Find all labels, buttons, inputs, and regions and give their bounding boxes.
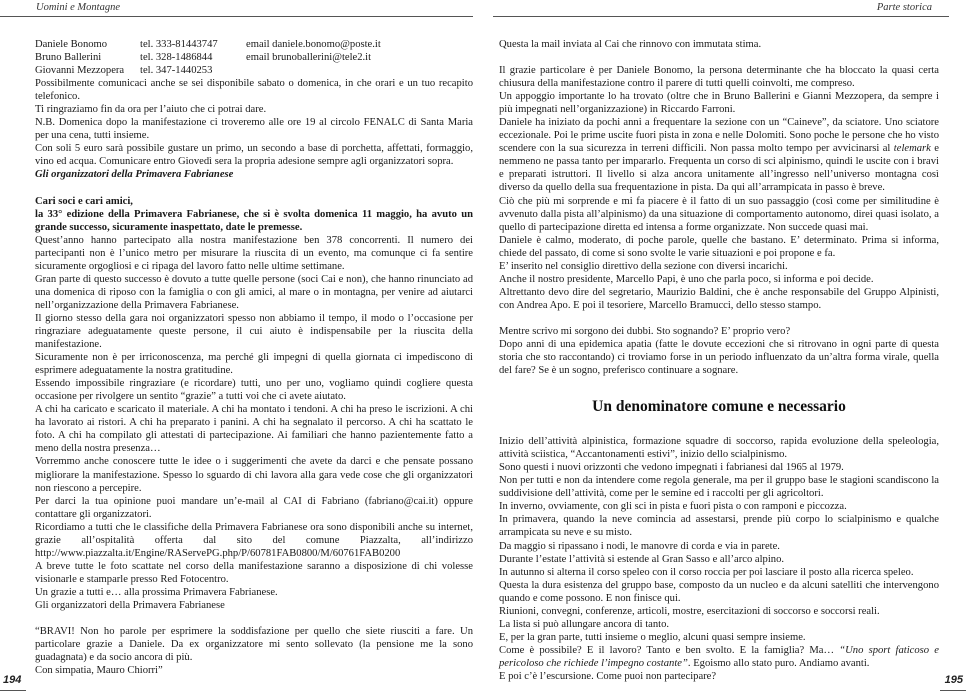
quote-signature: Con simpatia, Mauro Chiorri” (35, 665, 163, 677)
paragraph: Inizio dell’attività alpinistica, formazione squadre di soccorso, rapida evoluzione della speleologia, attività sciistica, “Accantonamenti estivi”, inizio dello scialpinismo. (499, 436, 939, 461)
paragraph: Questa la dura esistenza del gruppo base, composto da un nucleo e da alcuni satelliti che intervengono quando e come possono. E non finisce qui. (499, 579, 939, 604)
left-page-body (35, 38, 473, 677)
spacer (35, 182, 473, 195)
header-rule (0, 16, 473, 17)
running-head-left: Uomini e Montagne (36, 2, 120, 13)
paragraph: Con soli 5 euro sarà possibile gustare un primo, un secondo a base di porchetta, affettati, formaggio, vino ed acqua. Comunicare entro Giovedì sera la propria adesione sempre agli organizzatori sopra. (35, 143, 473, 168)
spacer (499, 312, 939, 325)
paragraph: La lista si può allungare ancora di tanto. (499, 618, 670, 630)
spacer (35, 612, 473, 625)
paragraph: Daniele è calmo, moderato, di poche parole, quelle che bastano. E’ determinato. Prima si informa, chiede del passato, di come si sono svolte le varie situazioni e poi propone e fa. (499, 234, 939, 259)
paragraph: Anche il nostro presidente, Marcello Papi, è uno che parla poco, si informa e poi decide. (499, 273, 874, 285)
page-number-right: 195 (944, 674, 963, 686)
right-page (483, 0, 966, 699)
paragraph: In autunno si alterna il corso speleo con il corso roccia per poi lasciare il posto alla ricerca speleo. (499, 566, 914, 578)
contact-email: email daniele.bonomo@poste.it (246, 39, 381, 50)
text-run: e nemmeno ne passa tanto per impararlo. Frequenta un corso di sci alpinismo, quindi le uscite con i bravi e preparati istruttori. Il livello si alza ancora unitamente all’ingresso nell’universo montagna così diverso da quello della sua frequentazione in pista. Da qui all’arrampicata in passo è breve. (499, 143, 939, 194)
quote-paragraph: “BRAVI! Non ho parole per esprimere la soddisfazione per quello che siete riusciti a fare. Un particolare grazie a Daniele. Da ex organizzatore mi sento sollevato (la pensione me la sono guadagnata) e da socio ancora di più. (35, 626, 473, 664)
running-head-right: Parte storica (876, 2, 932, 13)
paragraph: In primavera, quando la neve comincia ad assestarsi, prende più corpo lo scialpinismo e qualche arrampicata su neve e su misto. (499, 514, 939, 539)
text-run: . Egoismo allo stato puro. Andiamo avanti. (687, 657, 870, 669)
contact-name: Giovanni Mezzopera (35, 65, 125, 77)
paragraph: E poi c’è l’escursione. Come puoi non partecipare? (499, 670, 717, 682)
paragraph: Sicuramente non è per irriconoscenza, ma perché gli impegni di quella giornata ci impediscono di esprimere adeguatamente la nostra gratitudine. (35, 352, 473, 377)
paragraph: Vorremmo anche conoscere tutte le idee o i suggerimenti che avete da darci e che pensate possano migliorare la manifestazione. Spesso lo sguardo di chi lavora alla gara vede cose che gli organizzatori non riescono a percepire. (35, 456, 473, 494)
paragraph: Non per tutti e non da intendere come regola generale, ma per il gruppo base le stagioni scandiscono la suddivisione dell’attività, come per le semine ed i raccolti per gli agricoltori. (499, 475, 939, 500)
italic-term: telemark (893, 143, 931, 155)
paragraph: Il grazie particolare è per Daniele Bonomo, la persona determinante che ha bloccato la quasi certa chiusura della manifestazione contro il parere di tutti quelli coinvolti, me compreso. (499, 65, 939, 90)
contact-name: Daniele Bonomo (35, 39, 108, 50)
paragraph: Sono questi i nuovi orizzonti che vedono impegnati i fabrianesi dal 1965 al 1979. (499, 462, 844, 474)
signature: Gli organizzatori della Primavera Fabrianese (35, 169, 234, 181)
contact-tel: tel. 347-1440253 (140, 65, 213, 77)
paragraph: Gli organizzatori della Primavera Fabrianese (35, 599, 225, 611)
paragraph: Ciò che più mi sorprende e mi fa piacere è il fatto di un suo passaggio (così come per similitudine è avvenuto dalla pista all’alpinismo) da una situazione di comportamento autonomo, direi quasi isolato, a quello di partecipazione diretta ed intensa a forme organizzate. Non succede quasi mai. (499, 195, 939, 233)
contact-tel: tel. 328-1486844 (140, 52, 213, 64)
paragraph: Un appoggio importante lo ha trovato (oltre che in Bruno Ballerini e Gianni Mezzopera, da sempre i più impegnati nell’organizzazione) in Riccardo Farroni. (499, 91, 939, 116)
paragraph: Essendo impossibile ringraziare (e ricordare) tutti, uno per uno, vogliamo quindi cogliere questa occasione per rivolgere un sentito “grazie” a tutti voi che ci avete aiutato. (35, 378, 473, 403)
paragraph: Durante l’estate l’attività si estende al Gran Sasso e all’arco alpino. (499, 553, 785, 565)
paragraph (499, 116, 939, 194)
paragraph: Questa la mail inviata al Cai che rinnovo con immutata stima. (499, 39, 762, 50)
paragraph: A chi ha caricato e scaricato il materiale. A chi ha montato i tendoni. A chi ha preso le iscrizioni. A chi ha lavorato ai ristori. A chi ha preparato i panini. A chi ha segnalato il percorso. A chi ha scattato le foto. A chi ha compilato gli attestati di partecipazione. Ai familiari che hanno pazientemente fatto a meno della nostra presenza… (35, 404, 473, 455)
paragraph (499, 644, 939, 670)
paragraph: Un grazie a tutti e… alla prossima Primavera Fabrianese. (35, 586, 278, 598)
contact-tel: tel. 333-81443747 (140, 39, 218, 50)
paragraph: Da maggio si ripassano i nodi, le manovre di corda e via in parete. (499, 540, 780, 552)
contact-email (246, 64, 473, 77)
paragraph: Gran parte di questo successo è dovuto a tutte quelle persone (soci Cai e non), che hanno rinunciato ad una domenica di riposo con la famiglia o con gli amici, al mare o in montagna, per venire ad aiutarci nell’organizzazione della Primavera Fabrianese. (35, 273, 473, 311)
text-run: Daniele ha iniziato da pochi anni a frequentare la sezione con un “Caineve”, da sciatore. Uno sciatore eccezionale. Poi le prime uscite fuori pista in zona e nelle Dolomiti. Sono poche le persone che ho visto scendere con la sua sicurezza in terreni difficili. Non passa molto tempo per avvicinarsi al (499, 117, 939, 155)
footer-rule (940, 690, 966, 691)
paragraph: Possibilmente comunicaci anche se sei disponibile sabato o domenica, in che orari e un tuo recapito telefonico. (35, 78, 473, 103)
paragraph: Quest’anno hanno partecipato alla nostra manifestazione ben 378 concorrenti. Il numero dei partecipanti non è l’unico metro per misurare la riuscita di un evento, ma comunque ci fa sentire sicuramente orgogliosi e ci ripaga del lavoro fatto nelle ultime settimane. (35, 234, 473, 272)
paragraph: Dopo anni di una epidemica apatia (fatte le dovute eccezioni che si ritrovano in ogni parte di questa storia che sto raccontando) ci troviamo forse in un periodo influenzato da un’altra forma virale, quella del fare? Se è un sogno, preferisco continuare a sognare. (499, 338, 939, 377)
paragraph: Riunioni, convegni, conferenze, articoli, mostre, esercitazioni di soccorso e soccorsi reali. (499, 605, 880, 617)
italic-quote: “Uno sport faticoso e pericoloso che richiede l’impegno costante” (499, 644, 939, 669)
paragraph: N.B. Domenica dopo la manifestazione ci troveremo alle ore 19 al circolo FENALC di Santa Maria per una cena, tutti insieme. (35, 117, 473, 142)
header-rule (493, 16, 949, 17)
lead-paragraph: la 33° edizione della Primavera Fabrianese, che si è svolta domenica 11 maggio, ha avuto un grande successo, sicuramente inaspettato, date le premesse. (35, 208, 473, 233)
greeting: Cari soci e cari amici, (35, 195, 133, 207)
paragraph: Ti ringraziamo fin da ora per l’aiuto che ci potrai dare. (35, 104, 267, 116)
footer-rule (0, 690, 26, 691)
contact-email: email brunoballerini@tele2.it (246, 52, 372, 64)
paragraph: Per darci la tua opinione puoi mandare un’e-mail al CAI di Fabriano (fabriano@cai.it) oppure contattare gli organizzatori. (35, 495, 473, 520)
contacts-list (35, 38, 473, 77)
paragraph: E’ inserito nel consiglio direttivo della sezione con diversi incarichi. (499, 260, 788, 272)
paragraph: A breve tutte le foto scattate nel corso della manifestazione saranno a disposizione di chi volesse visionarle e stamparle presso Red Fotocentro. (35, 560, 473, 585)
spacer (499, 51, 939, 64)
paragraph: Ricordiamo a tutti che le classifiche della Primavera Fabrianese ora sono disponibili anche su internet, grazie all’ospitalità offerta dal sito del comune Piazzalta, all’indirizzo http://www.piazzalta.it/Engine/RAServePG.php/P/60781FAB0800/M/60761FAB0200 (35, 521, 473, 559)
section-title: Un denominatore comune e necessario (592, 398, 846, 416)
paragraph: Mentre scrivo mi sorgono dei dubbi. Sto sognando? E’ proprio vero? (499, 325, 791, 337)
contact-name: Bruno Ballerini (35, 52, 102, 64)
text-run: Come è possibile? E il lavoro? Tanto e ben svolto. E la famiglia? Ma… (499, 644, 840, 656)
page-number-left: 194 (3, 674, 22, 686)
paragraph: Altrettanto devo dire del segretario, Maurizio Baldini, che è anche responsabile del Gruppo Alpinisti, con Andrea Apo. E poi il tesoriere, Marcello Bramucci, dello stesso stampo. (499, 286, 939, 311)
paragraph: In inverno, ovviamente, con gli sci in pista e fuori pista o con ramponi e piccozza. (499, 501, 847, 513)
paragraph: Il giorno stesso della gara noi organizzatori spesso non abbiamo il tempo, il modo o l’occasione per ringraziare adeguatamente queste persone, il cui aiuto è indispensabile per la riuscita della manifestazione. (35, 312, 473, 351)
paragraph: E, per la gran parte, tutti insieme o meglio, alcuni quasi sempre insieme. (499, 631, 806, 643)
right-page-body (499, 38, 939, 683)
